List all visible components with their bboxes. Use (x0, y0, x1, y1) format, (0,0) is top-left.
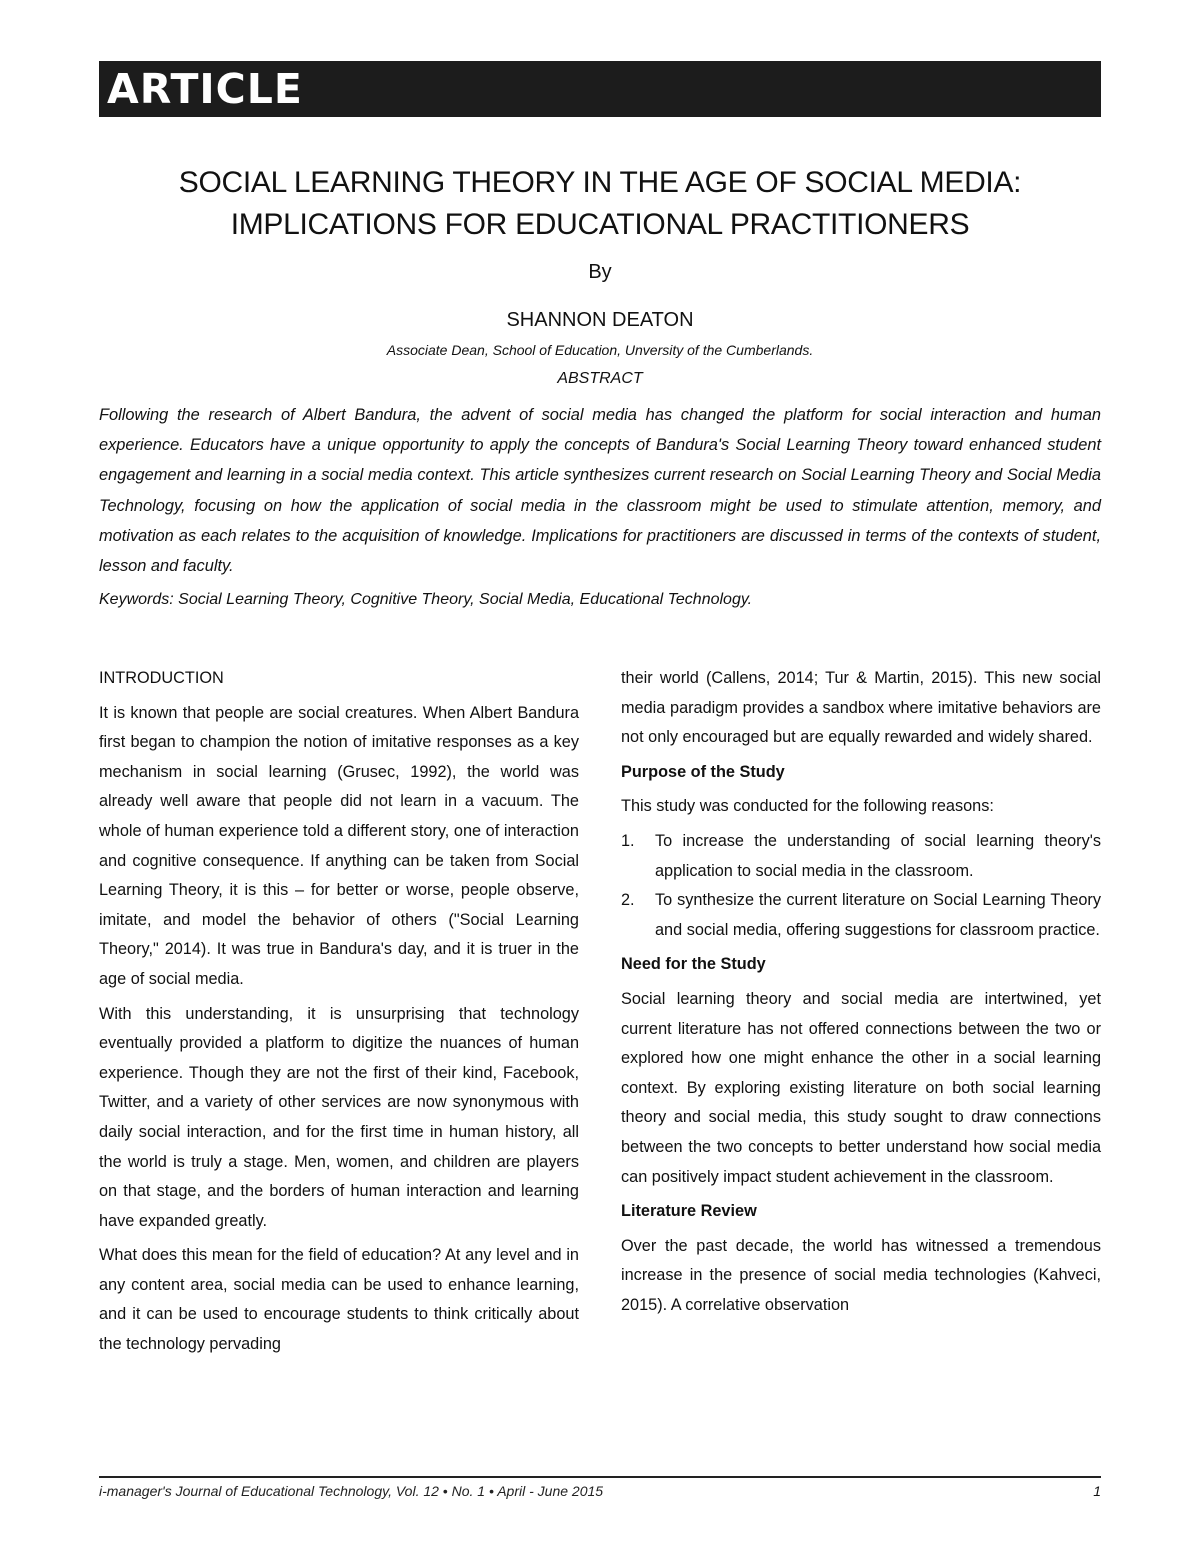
reasons-list (621, 827, 1101, 945)
page-number: 1 (1093, 1483, 1101, 1499)
article-banner (99, 61, 1101, 117)
introduction-heading: INTRODUCTION (99, 669, 224, 687)
abstract-text: Following the research of Albert Bandura, the advent of social media has changed the platform for social interaction and human experience. Educators have a unique opportunity to apply the concepts of Bandura's Social Learning Theory toward enhanced student engagement and learning in a social media context. This article synthesizes current research on Social Learning Theory and Social Media Technology, focusing on how the application of social media in the classroom might be used to stimulate attention, memory, and motivation as each relates to the acquisition of knowledge. Implications for practitioners are discussed in terms of the contexts of student, lesson and faculty. (99, 406, 1101, 576)
list-number: 2. (621, 891, 635, 910)
need-paragraph: Social learning theory and social media are intertwined, yet current literature has not offered connections between the two or explored how one might enhance the other in a social learning context. By exploring existing literature on both social learning theory and social media, this study sought to draw connections between the two concepts to better understand how social media can positively impact student achievement in the classroom. (621, 989, 1101, 1186)
intro-paragraph-3: What does this mean for the field of education? At any level and in any content area, social media can be used to enhance learning, and it can be used to encourage students to think critically about the technology pervading (99, 1246, 579, 1354)
author-name: SHANNON DEATON (506, 309, 694, 331)
list-number: 1. (621, 831, 635, 850)
right-column (621, 664, 1101, 1325)
literature-paragraph: Over the past decade, the world has witnessed a tremendous increase in the presence of social media technologies (Kahveci, 2015). A correlative observation (621, 1236, 1101, 1314)
footer-journal: i-manager's Journal of Educational Technology, Vol. 12 • No. 1 • April - June 2015 (99, 1483, 604, 1499)
article-title (99, 162, 1101, 246)
title-line-2: IMPLICATIONS FOR EDUCATIONAL PRACTITIONERS (230, 208, 970, 241)
left-column (99, 664, 579, 1365)
intro-continuation: their world (Callens, 2014; Tur & Martin, 2015). This new social media paradigm provides a sandbox where imitative behaviors are not only encouraged but are equally rewarded and widely shared. (621, 669, 1101, 747)
list-text: To synthesize the current literature on Social Learning Theory and social media, offering suggestions for classroom practice. (655, 891, 1101, 939)
purpose-intro: This study was conducted for the following reasons: (621, 797, 994, 816)
byline: By (588, 261, 612, 283)
title-line-1: SOCIAL LEARNING THEORY IN THE AGE OF SOCIAL MEDIA: (178, 166, 1022, 199)
need-heading: Need for the Study (621, 955, 766, 974)
author-affiliation: Associate Dean, School of Education, Unversity of the Cumberlands. (386, 342, 814, 358)
footer-divider (99, 1476, 1101, 1478)
list-item (621, 886, 1101, 945)
keywords: Keywords: Social Learning Theory, Cognitive Theory, Social Media, Educational Technology. (99, 591, 753, 608)
list-item (621, 827, 1101, 886)
list-text: To increase the understanding of social learning theory's application to social media in the classroom. (655, 831, 1101, 880)
literature-heading: Literature Review (621, 1202, 757, 1221)
banner-label: ARTICLE (107, 65, 303, 113)
intro-paragraph-2: With this understanding, it is unsurprising that technology eventually provided a platform to digitize the nuances of human experience. Though they are not the first of their kind, Facebook, Twitter, and a variety of other services are now synonymous with daily social interaction, and for the first time in human history, all the world is truly a stage. Men, women, and children are players on that stage, and the borders of human interaction and learning have expanded greatly. (99, 1004, 579, 1230)
abstract-heading: ABSTRACT (557, 370, 643, 387)
intro-paragraph-1: It is known that people are social creatures. When Albert Bandura first began to champion the notion of imitative responses as a key mechanism in social learning (Grusec, 1992), the world was already well aware that people did not learn in a vacuum. The whole of human experience told a different story, one of interaction and cognitive consequence. If anything can be taken from Social Learning Theory, it is this – for better or worse, people observe, imitate, and model the behavior of others ("Social Learning Theory," 2014). It was true in Bandura's day, and it is truer in the age of social media. (99, 703, 579, 988)
purpose-heading: Purpose of the Study (621, 762, 785, 781)
